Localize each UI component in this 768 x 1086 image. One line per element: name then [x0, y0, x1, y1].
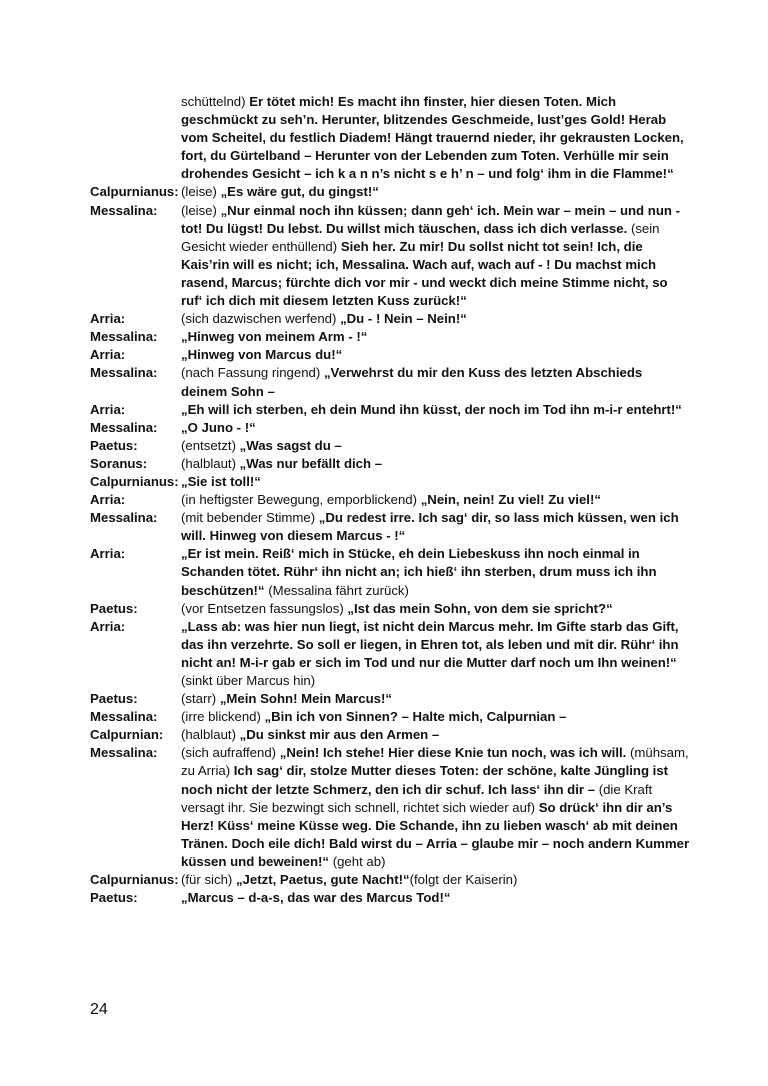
- stage-direction: (sein Gesicht wieder enthüllend): [181, 220, 660, 254]
- stage-direction: (vor Entsetzen fassungslos): [181, 600, 348, 616]
- stage-direction: (irre blickend): [181, 709, 265, 725]
- speaker-name: Arria:: [90, 546, 126, 562]
- spoken-text: „O Juno - !“: [181, 419, 256, 435]
- line-text: [181, 419, 690, 437]
- line-text: [181, 401, 690, 419]
- dialogue-line: [90, 202, 690, 311]
- line-text: [181, 346, 690, 364]
- line-text: [181, 455, 690, 473]
- stage-direction: (geht ab): [332, 853, 386, 869]
- spoken-text: „Sie ist toll!“: [181, 473, 261, 489]
- stage-direction: (in heftigster Bewegung, emporblickend): [181, 492, 421, 508]
- speaker-name: Arria:: [90, 618, 126, 634]
- speaker-name: Messalina:: [90, 709, 158, 725]
- speaker-name: Arria:: [90, 311, 126, 327]
- speaker-name: Calpurnian:: [90, 727, 164, 743]
- speaker-name: Messalina:: [90, 365, 158, 381]
- spoken-text: „Er ist mein. Reiß‘ mich in Stücke, eh dein Liebeskuss ihn noch einmal in Schanden tötet. Rühr‘ ihn nicht an; ich hieß‘ ihn sterben, drum muss ich ihn beschützen!“: [181, 546, 657, 598]
- speaker-name: Arria:: [90, 492, 126, 508]
- dialogue-line: [90, 364, 690, 400]
- speaker-name: Messalina:: [90, 510, 158, 526]
- dialogue-line: [90, 600, 690, 618]
- speaker-name: Arria:: [90, 401, 126, 417]
- line-text: [181, 183, 690, 201]
- line-text: [181, 310, 690, 328]
- stage-direction: (mühsam, zu Arria): [181, 745, 689, 779]
- line-text: [181, 364, 690, 400]
- line-text: [181, 202, 690, 311]
- spoken-text: „Jetzt, Paetus, gute Nacht!“: [235, 872, 410, 888]
- dialogue-line: [90, 437, 690, 455]
- dialogue-line: [90, 401, 690, 419]
- stage-direction: (leise): [181, 202, 221, 218]
- dialogue-line: [90, 93, 690, 183]
- dialogue-line: [90, 455, 690, 473]
- stage-direction: (halblaut): [181, 455, 240, 471]
- dialogue-line: [90, 690, 690, 708]
- page-number: 24: [90, 1001, 108, 1018]
- spoken-text: „Es wäre gut, du gingst!“: [220, 184, 379, 200]
- speaker-name: Messalina:: [90, 419, 158, 435]
- stage-direction: (halblaut): [181, 727, 240, 743]
- line-text: [181, 744, 690, 871]
- dialogue-line: [90, 328, 690, 346]
- spoken-text: Ich sag‘ dir, stolze Mutter dieses Toten: der schöne, kalte Jüngling ist noch nicht der letzte Schmerz, den ich dir schuf. Ich lass‘ ihn dir –: [181, 763, 669, 797]
- spoken-text: „Du sinkst mir aus den Armen –: [239, 727, 440, 743]
- spoken-text: „Hinweg von meinem Arm - !“: [181, 329, 368, 345]
- spoken-text: „Bin ich von Sinnen? – Halte mich, Calpurnian –: [264, 709, 567, 725]
- line-text: [181, 328, 690, 346]
- line-text: [181, 871, 690, 889]
- speaker-name: Messalina:: [90, 745, 158, 761]
- spoken-text: „Du - ! Nein – Nein!“: [340, 311, 467, 327]
- dialogue-line: [90, 545, 690, 599]
- stage-direction: (leise): [181, 184, 221, 200]
- spoken-text: Sieh her. Zu mir! Du sollst nicht tot sein! Ich, die Kais’rin will es nicht; ich, Messalina. Wach auf, wach auf - ! Du machst mich rasend, Marcus; fürchte dich vor mir - und weckt dich meine Stimme nicht, so ruf‘ ich dich mit diesem letzten Kuss zurück!“: [181, 238, 668, 309]
- line-text: [181, 509, 690, 545]
- stage-direction: (starr): [181, 691, 220, 707]
- stage-direction: (entsetzt): [181, 437, 240, 453]
- line-text: [181, 889, 690, 907]
- stage-direction: (sinkt über Marcus hin): [181, 673, 316, 688]
- dialogue-line: [90, 473, 690, 491]
- spoken-text: „Mein Sohn! Mein Marcus!“: [219, 691, 393, 707]
- stage-direction: (mit bebender Stimme): [181, 510, 319, 526]
- line-text: [181, 726, 690, 744]
- spoken-text: „Hinweg von Marcus du!“: [181, 347, 343, 363]
- line-text: [181, 618, 690, 690]
- dialogue-line: [90, 183, 690, 201]
- dialogue-line: [90, 509, 690, 545]
- line-text: [181, 491, 690, 509]
- line-text: [181, 690, 690, 708]
- line-text: [181, 545, 690, 599]
- speaker-name: Messalina:: [90, 329, 158, 345]
- spoken-text: „Ist das mein Sohn, von dem sie spricht?“: [347, 600, 613, 616]
- play-script-text: [90, 93, 690, 907]
- dialogue-line: [90, 491, 690, 509]
- line-text: [181, 437, 690, 455]
- spoken-text: „Eh will ich sterben, eh dein Mund ihn küsst, der noch im Tod ihn m-i-r entehrt!“: [181, 401, 682, 417]
- stage-direction: (sich dazwischen werfend): [181, 311, 341, 327]
- spoken-text: „Nein, nein! Zu viel! Zu viel!“: [420, 492, 601, 508]
- stage-direction: schüttelnd): [181, 94, 250, 109]
- speaker-name: Messalina:: [90, 202, 158, 218]
- spoken-text: „Nur einmal noch ihn küssen; dann geh‘ ich. Mein war – mein – und nun - tot! Du lügst! Du lebst. Du willst mich täuschen, dass ich dich verlasse.: [181, 202, 680, 236]
- speaker-name: Paetus:: [90, 437, 138, 453]
- line-text: [181, 93, 690, 183]
- spoken-text: „Verwehrst du mir den Kuss des letzten Abschieds deinem Sohn –: [181, 365, 643, 399]
- speaker-name: Paetus:: [90, 691, 138, 707]
- speaker-name: Calpurnianus:: [90, 184, 179, 200]
- speaker-name: Paetus:: [90, 890, 138, 906]
- dialogue-line: [90, 708, 690, 726]
- spoken-text: „Marcus – d-a-s, das war des Marcus Tod!“: [181, 890, 451, 906]
- spoken-text: „Du redest irre. Ich sag‘ dir, so lass mich küssen, wen ich will. Hinweg von diesem Marcus - !“: [181, 510, 679, 544]
- dialogue-line: [90, 889, 690, 907]
- spoken-text: „Nein! Ich stehe! Hier diese Knie tun noch, was ich will.: [279, 745, 630, 761]
- dialogue-line: [90, 310, 690, 328]
- speaker-name: Soranus:: [90, 455, 148, 471]
- spoken-text: „Lass ab: was hier nun liegt, ist nicht dein Marcus mehr. Im Gifte starb das Gift, das ihn verzehrte. So soll er liegen, in Ehren tot, als leben und mit dir. Rühr‘ ihn nicht an! M-i-r gab er sich im Tod und nur die Mutter darf noch um Ihn weinen!“: [181, 618, 679, 670]
- spoken-text: „Was nur befällt dich –: [239, 455, 383, 471]
- stage-direction: (nach Fassung ringend): [181, 365, 324, 381]
- speaker-name: Paetus:: [90, 600, 138, 616]
- stage-direction: (für sich): [181, 872, 236, 888]
- speaker-name: Calpurnianus:: [90, 872, 179, 888]
- dialogue-line: [90, 871, 690, 889]
- dialogue-line: [90, 744, 690, 871]
- stage-direction: (sich aufraffend): [181, 745, 280, 761]
- speaker-name: Arria:: [90, 347, 126, 363]
- line-text: [181, 600, 690, 618]
- dialogue-line: [90, 346, 690, 364]
- dialogue-line: [90, 618, 690, 690]
- spoken-text: Er tötet mich! Es macht ihn finster, hier diesen Toten. Mich geschmückt zu seh’n. Herunter, blitzendes Geschmeide, lust’ges Gold! Herab vom Scheitel, du festlich Diadem! Hängt trauernd nieder, ihr gekrausten Locken, fort, du Gürtelband – Herunter von der Lebenden zum Toten. Verhülle mir sein drohendes Gesicht – ich k a n n’s nicht s e h’ n – und folg‘ ihm in die Flamme!“: [181, 94, 684, 182]
- dialogue-line: [90, 726, 690, 744]
- line-text: [181, 708, 690, 726]
- speaker-name: Calpurnianus:: [90, 473, 179, 489]
- line-text: [181, 473, 690, 491]
- stage-direction: (die Kraft versagt ihr. Sie bezwingt sich schnell, richtet sich wieder auf): [181, 781, 653, 815]
- stage-direction: (Messalina fährt zurück): [268, 582, 409, 598]
- stage-direction: (folgt der Kaiserin): [409, 872, 518, 888]
- spoken-text: „Was sagst du –: [239, 437, 342, 453]
- dialogue-line: [90, 419, 690, 437]
- spoken-text: So drück‘ ihn dir an’s Herz! Küss‘ meine Küsse weg. Die Schande, ihn zu lieben wasch‘ ab mit deinen Tränen. Doch eile dich! Bald wirst du – Arria – glaube mir – noch andern Kummer küssen und beweinen!“: [181, 799, 690, 869]
